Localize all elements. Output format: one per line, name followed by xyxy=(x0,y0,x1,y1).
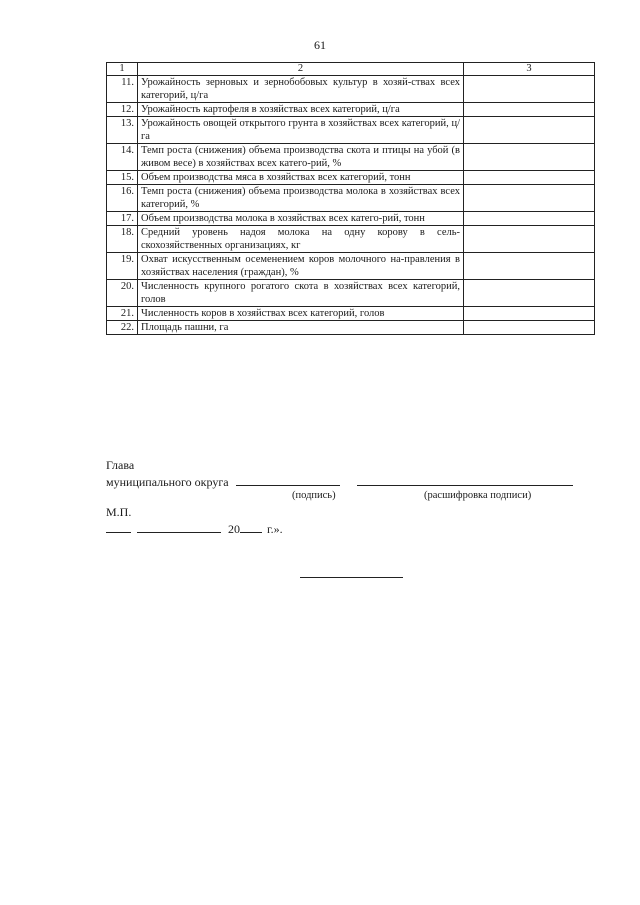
table-row xyxy=(107,226,595,253)
indicator-value xyxy=(464,185,595,212)
date-month-blank[interactable] xyxy=(137,532,221,533)
table-row xyxy=(107,321,595,335)
indicator-name: Объем производства молока в хозяйствах всех катего-рий, тонн xyxy=(138,212,464,226)
date-line xyxy=(106,522,283,537)
indicator-name: Урожайность овощей открытого грунта в хозяйствах всех категорий, ц/га xyxy=(138,117,464,144)
signature-line xyxy=(106,475,573,490)
table-header-row xyxy=(107,63,595,76)
stamp-label: М.П. xyxy=(106,505,132,519)
indicator-name: Объем производства мяса в хозяйствах всех категорий, тонн xyxy=(138,171,464,185)
indicator-value xyxy=(464,307,595,321)
header-col-1: 1 xyxy=(107,63,138,76)
decode-caption: (расшифровка подписи) xyxy=(424,490,532,501)
table-row xyxy=(107,144,595,171)
table-row xyxy=(107,212,595,226)
indicator-value xyxy=(464,226,595,253)
date-day-blank[interactable] xyxy=(106,532,131,533)
table-row xyxy=(107,103,595,117)
table-row xyxy=(107,280,595,307)
table-row xyxy=(107,185,595,212)
signer-position-label: муниципального округа xyxy=(106,475,229,489)
indicators-table xyxy=(106,62,595,335)
indicator-name: Темп роста (снижения) объема производства скота и птицы на убой (в живом весе) в хозяйствах всех катего-рий, % xyxy=(138,144,464,171)
row-number: 11. xyxy=(107,76,138,103)
indicator-value xyxy=(464,144,595,171)
row-number: 19. xyxy=(107,253,138,280)
row-number: 18. xyxy=(107,226,138,253)
table-row xyxy=(107,117,595,144)
decoded-signature-blank[interactable] xyxy=(357,485,573,486)
indicator-value xyxy=(464,212,595,226)
page-number: 61 xyxy=(314,38,326,52)
row-number: 20. xyxy=(107,280,138,307)
row-number: 21. xyxy=(107,307,138,321)
signature-blank[interactable] xyxy=(236,485,340,486)
indicator-value xyxy=(464,280,595,307)
signature-caption: (подпись) xyxy=(292,490,336,501)
row-number: 17. xyxy=(107,212,138,226)
indicator-value xyxy=(464,76,595,103)
table-row xyxy=(107,253,595,280)
signer-title: Глава xyxy=(106,458,135,472)
table-row xyxy=(107,307,595,321)
row-number: 12. xyxy=(107,103,138,117)
date-year-blank[interactable] xyxy=(240,532,262,533)
indicator-value xyxy=(464,321,595,335)
table-row xyxy=(107,76,595,103)
header-col-2: 2 xyxy=(138,63,464,76)
indicator-name: Средний уровень надоя молока на одну корову в сель-скохозяйственных организациях, кг xyxy=(138,226,464,253)
indicator-name: Численность крупного рогатого скота в хозяйствах всех категорий, голов xyxy=(138,280,464,307)
indicator-name: Численность коров в хозяйствах всех категорий, голов xyxy=(138,307,464,321)
indicator-value xyxy=(464,103,595,117)
indicator-name: Урожайность картофеля в хозяйствах всех категорий, ц/га xyxy=(138,103,464,117)
indicator-value xyxy=(464,117,595,144)
row-number: 22. xyxy=(107,321,138,335)
indicator-value xyxy=(464,171,595,185)
indicator-name: Урожайность зерновых и зернобобовых культур в хозяй-ствах всех категорий, ц/га xyxy=(138,76,464,103)
row-number: 14. xyxy=(107,144,138,171)
end-rule xyxy=(300,577,403,578)
indicator-value xyxy=(464,253,595,280)
row-number: 16. xyxy=(107,185,138,212)
indicator-name: Площадь пашни, га xyxy=(138,321,464,335)
indicator-name: Темп роста (снижения) объема производства молока в хозяйствах всех категорий, % xyxy=(138,185,464,212)
date-suffix: г.». xyxy=(267,522,283,536)
table-row xyxy=(107,171,595,185)
indicator-name: Охват искусственным осеменением коров молочного на-правления в хозяйствах населения (граждан), % xyxy=(138,253,464,280)
header-col-3: 3 xyxy=(464,63,595,76)
date-year-prefix: 20 xyxy=(228,522,240,536)
row-number: 15. xyxy=(107,171,138,185)
row-number: 13. xyxy=(107,117,138,144)
